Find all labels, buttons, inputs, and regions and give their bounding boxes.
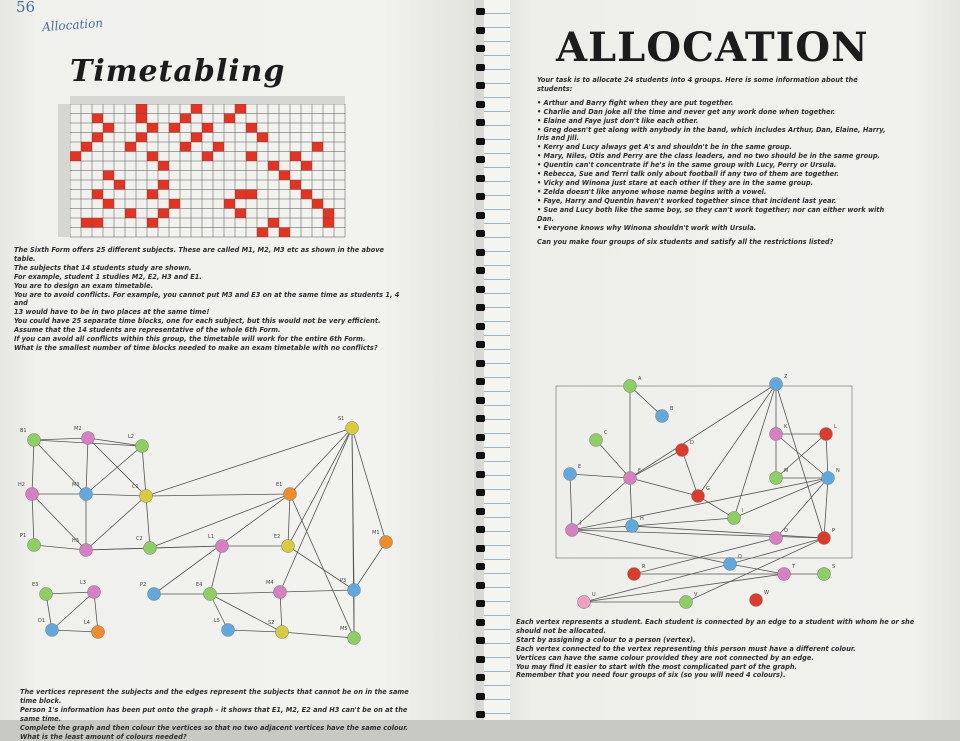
graph-vertex [222, 624, 235, 637]
grid-cell-filled [136, 114, 147, 124]
grid-cell-filled [158, 209, 169, 219]
foot-line: Remember that you need four groups of six (so you will need 4 colours). [516, 671, 786, 680]
graph-edge [146, 494, 290, 496]
vertex-label: M5 [340, 626, 348, 632]
graph-edge [210, 546, 222, 594]
vertex-label: M [784, 468, 789, 474]
binding-ring [476, 304, 485, 311]
grid-cell-filled [147, 190, 158, 200]
binding-ring [476, 341, 485, 348]
grid-cell-filled [224, 114, 235, 124]
grid-cell-filled [268, 161, 279, 171]
grid-cell-filled [312, 142, 323, 152]
vertex-label: B1 [20, 428, 27, 434]
grid-row-header [58, 104, 70, 237]
binding-ring [476, 397, 485, 404]
timetabling-footnote [20, 688, 410, 741]
vertex-label: L1 [208, 534, 214, 540]
desc-line: You are to avoid conflicts. For example, you cannot put M3 and E3 on at the same time as students 1, 4 and [14, 290, 400, 308]
grid-cell-filled [312, 199, 323, 209]
grid-cell-filled [323, 218, 334, 228]
grid-cell-filled [290, 180, 301, 190]
grid-cell-filled [301, 161, 312, 171]
graph-vertex [276, 626, 289, 639]
constraint-item: • Vicky and Winona just stare at each other if they are in the same group. [537, 178, 814, 187]
constraint-item: • Everyone knows why Winona shouldn't work with Ursula. [537, 223, 757, 232]
graph-vertex [380, 536, 393, 549]
graph-edge [354, 542, 386, 590]
vertex-label: M3 [72, 482, 80, 488]
desc-line: If you can avoid all conflicts within this group, the timetable will work for the entire 6th Form. [14, 335, 366, 344]
graph-vertex [144, 542, 157, 555]
constraint-item: • Arthur and Barry fight when they are put together. [537, 98, 734, 107]
vertex-label: J [580, 520, 582, 526]
vertex-label: L5 [214, 618, 220, 624]
grid-cell-filled [125, 209, 136, 219]
grid-cell-filled [257, 133, 268, 143]
desc-line: You are to design an exam timetable. [14, 281, 154, 290]
binding-ring [476, 267, 485, 274]
grid-cell-filled [114, 180, 125, 190]
graph-vertex [40, 588, 53, 601]
grid-cell-filled [235, 190, 246, 200]
graph-vertex [624, 380, 637, 393]
graph-vertex [80, 544, 93, 557]
vertex-label: D [690, 440, 694, 446]
binding-ring [476, 360, 485, 367]
grid-cell-filled [92, 133, 103, 143]
foot-line: Each vertex represents a student. Each student is connected by an edge to a student with whom he or she should not be allocated. [516, 618, 915, 635]
graph-edge [572, 530, 730, 564]
binding-ring [476, 508, 485, 515]
binding-ring [476, 693, 485, 700]
vertex-label: G [706, 486, 710, 492]
foot-line: The vertices represent the subjects and the edges represent the subjects that cannot be on in the same time block. [20, 688, 409, 705]
graph-vertex [346, 422, 359, 435]
graph-edge [146, 496, 150, 548]
binding-ring [476, 249, 485, 256]
graph-vertex [818, 568, 831, 581]
graph-vertex [822, 472, 835, 485]
constraint-item: • Mary, Niles, Otis and Perry are the class leaders, and no two should be in the same group. [537, 152, 881, 161]
graph-vertex [28, 539, 41, 552]
binding-ring [476, 378, 485, 385]
grid-cell-filled [180, 114, 191, 124]
graph-edge [630, 478, 632, 526]
graph-vertex [148, 588, 161, 601]
grid-cell-filled [147, 218, 158, 228]
foot-line: Person 1's information has been put onto the graph – it shows that E1, M2, E2 and H3 can't be on at the same time. [20, 705, 408, 723]
graph-vertex [676, 444, 689, 457]
vertex-label: E2 [274, 534, 281, 540]
grid-cell-filled [257, 228, 268, 238]
graph-vertex [820, 428, 833, 441]
grid-cell-filled [103, 123, 114, 133]
graph-edge [282, 632, 354, 638]
student-conflict-graph [486, 370, 960, 615]
binding-ring [476, 434, 485, 441]
grid-cell-filled [103, 199, 114, 209]
foot-line: Start by assigning a colour to a person (vertex). [516, 635, 696, 644]
foot-line: What is the least amount of colours needed? [20, 732, 187, 741]
graph-vertex [778, 568, 791, 581]
binding-ring [476, 286, 485, 293]
graph-vertex [88, 586, 101, 599]
graph-edge [584, 564, 730, 602]
allocation-title: ALLOCATION [556, 24, 869, 71]
graph-edge [210, 592, 280, 594]
vertex-label: O [784, 528, 788, 534]
graph-edge [86, 494, 146, 496]
graph-vertex [284, 488, 297, 501]
graph-vertex [590, 434, 603, 447]
foot-line: Each vertex connected to the vertex representing this person must have a different colour. [516, 644, 856, 653]
constraint-item: • Rebecca, Sue and Terri talk only about football if any two of them are together. [537, 170, 839, 179]
graph-vertex [274, 586, 287, 599]
binding-ring [476, 674, 485, 681]
grid-cell-filled [125, 142, 136, 152]
vertex-label: E1 [276, 482, 283, 488]
graph-vertex [770, 532, 783, 545]
vertex-label: V [694, 592, 698, 598]
desc-line: You could have 25 separate time blocks, one for each subject, but this would not be very efficient. [14, 317, 381, 326]
graph-edge [596, 440, 630, 478]
vertex-label: P3 [340, 578, 347, 584]
grid-cell-filled [169, 199, 180, 209]
graph-vertex [564, 468, 577, 481]
grid-cell-filled [191, 133, 202, 143]
grid-cell-filled [158, 161, 169, 171]
grid-cell-filled [147, 123, 158, 133]
graph-vertex [46, 624, 59, 637]
grid-cell-filled [202, 152, 213, 162]
graph-edge [630, 384, 776, 478]
graph-edge [776, 384, 824, 538]
graph-edge [734, 478, 828, 518]
binding-ring [476, 323, 485, 330]
vertex-label: L3 [80, 580, 86, 586]
vertex-label: B [670, 406, 674, 412]
grid-cell-filled [246, 152, 257, 162]
grid-cell-filled [268, 218, 279, 228]
vertex-label: E [578, 464, 582, 470]
graph-vertex [750, 594, 763, 607]
grid-cell-filled [92, 114, 103, 124]
grid-cell-filled [246, 123, 257, 133]
graph-edge [632, 526, 824, 538]
graph-vertex [140, 490, 153, 503]
graph-edge [630, 478, 698, 496]
desc-line: The Sixth Form offers 25 different subjects. These are called M1, M2, M3 etc as shown in the above table. [14, 246, 384, 263]
vertex-label: W [764, 590, 769, 596]
constraint-item: • Quentin can't concentrate if he's in the same group with Lucy, Perry or Ursula. [537, 161, 837, 170]
topic-note: Allocation [41, 15, 104, 35]
graph-edge [34, 438, 88, 440]
vertex-label: C1 [132, 484, 139, 490]
grid-cell-filled [81, 142, 92, 152]
binding-ring [476, 175, 485, 182]
grid-cell-filled [92, 218, 103, 228]
graph-vertex [216, 540, 229, 553]
vertex-label: C2 [136, 536, 143, 542]
graph-vertex [578, 596, 591, 609]
graph-edge [228, 630, 282, 632]
grid-cell-filled [279, 228, 290, 238]
graph-edge [290, 494, 354, 638]
graph-edge [682, 450, 698, 496]
binding-ring [476, 82, 485, 89]
graph-edge [32, 440, 34, 494]
graph-edge [210, 594, 282, 632]
binding-ring [476, 64, 485, 71]
graph-edge [280, 590, 354, 592]
binding-ring [476, 230, 485, 237]
grid-cell-filled [213, 142, 224, 152]
vertex-label: H3 [72, 538, 79, 544]
vertex-label: Q [738, 554, 742, 560]
intro-text: Your task is to allocate 24 students into 4 groups. Here is some information about the students: [537, 76, 858, 93]
vertex-label: A [638, 376, 642, 382]
binding-ring [476, 619, 485, 626]
graph-edge [352, 428, 386, 542]
binding-ring [476, 526, 485, 533]
binding-ring [476, 637, 485, 644]
graph-vertex [656, 410, 669, 423]
graph-vertex [28, 434, 41, 447]
grid-cell-filled [290, 152, 301, 162]
binding-ring [476, 156, 485, 163]
graph-vertex [692, 490, 705, 503]
binding-ring [476, 45, 485, 52]
graph-vertex [818, 532, 831, 545]
foot-line: Vertices can have the same colour provided they are not connected by an edge. [516, 653, 814, 662]
timetable-grid [58, 96, 350, 242]
binding-ring [476, 563, 485, 570]
vertex-label: S1 [338, 416, 345, 422]
graph-vertex [626, 520, 639, 533]
timetabling-title: Timetabling [70, 54, 286, 89]
grid-header [70, 96, 345, 104]
graph-vertex [136, 440, 149, 453]
constraint-item: • Elaine and Faye just don't like each other. [537, 116, 699, 125]
graph-boundary-edge [556, 386, 852, 558]
binding-ring [476, 193, 485, 200]
graph-edge [34, 545, 86, 550]
allocation-text [537, 76, 889, 247]
graph-vertex [566, 524, 579, 537]
graph-vertex [680, 596, 693, 609]
graph-vertex [624, 472, 637, 485]
grid-cell-filled [246, 190, 257, 200]
constraint-item: • Sue and Lucy both like the same boy, so they can't work together; nor can either work with Dan. [537, 205, 885, 223]
vertex-label: E3 [32, 582, 39, 588]
graph-edge [52, 630, 98, 632]
binding-ring [476, 212, 485, 219]
vertex-label: L2 [128, 434, 134, 440]
vertex-label: M1 [372, 530, 380, 536]
vertex-label: L4 [84, 620, 90, 626]
vertex-label: M2 [74, 426, 82, 432]
binding-ring [476, 711, 485, 718]
vertex-label: Z [784, 374, 788, 380]
grid-cell-filled [92, 190, 103, 200]
graph-edge [570, 474, 630, 478]
graph-vertex [92, 626, 105, 639]
graph-vertex [770, 378, 783, 391]
binding-ring [476, 8, 485, 15]
grid-cell-filled [147, 152, 158, 162]
vertex-label: P2 [140, 582, 147, 588]
question-text: Can you make four groups of six students and satisfy all the restrictions listed? [537, 238, 834, 247]
vertex-label: C [604, 430, 608, 436]
graph-vertex [282, 540, 295, 553]
grid-cell-filled [103, 171, 114, 181]
graph-vertex [770, 472, 783, 485]
binding-ring [476, 101, 485, 108]
graph-edge [280, 428, 352, 592]
vertex-label: D1 [38, 618, 46, 624]
vertex-label: M4 [266, 580, 274, 586]
page-number: 56 [16, 0, 36, 16]
binding-ring [476, 119, 485, 126]
grid-cell-filled [136, 133, 147, 143]
graph-vertex [82, 432, 95, 445]
binding-ring [476, 545, 485, 552]
grid-cell-filled [169, 123, 180, 133]
graph-vertex [628, 568, 641, 581]
binding-ring [476, 415, 485, 422]
graph-edge [570, 474, 572, 530]
timetabling-description [14, 246, 406, 353]
binding-ring [476, 138, 485, 145]
vertex-label: F [638, 468, 641, 474]
vertex-label: T [792, 564, 796, 570]
vertex-label: H [640, 516, 644, 522]
vertex-label: I [742, 508, 744, 514]
grid-cell-filled [136, 104, 147, 114]
graph-edge [288, 494, 290, 546]
grid-cell-filled [81, 218, 92, 228]
grid-cell-filled [180, 142, 191, 152]
binding-ring [476, 656, 485, 663]
graph-vertex [80, 488, 93, 501]
graph-edge [142, 446, 146, 496]
graph-edge [32, 494, 34, 545]
vertex-label: E4 [196, 582, 203, 588]
vertex-label: U [592, 592, 596, 598]
binding-ring [476, 27, 485, 34]
grid-cell-filled [224, 199, 235, 209]
grid-cell-filled [202, 123, 213, 133]
vertex-label: S2 [268, 620, 275, 626]
binding-ring [476, 582, 485, 589]
grid-cell-filled [323, 209, 334, 219]
grid-cell-filled [235, 209, 246, 219]
grid-cell-filled [158, 180, 169, 190]
constraint-item: • Kerry and Lucy always get A's and shouldn't be in the same group. [537, 143, 792, 152]
foot-line: You may find it easier to start with the most complicated part of the graph. [516, 662, 798, 671]
constraint-item: • Greg doesn't get along with anybody in the band, which includes Arthur, Dan, Elaine, Harry, Iris and Jill. [537, 125, 886, 143]
desc-line: For example, student 1 studies M2, E2, H3 and E1. [14, 272, 202, 281]
graph-edge [46, 592, 94, 594]
graph-vertex [348, 632, 361, 645]
desc-line: 13 would have to be in two places at the same time! [14, 308, 210, 317]
constraint-item: • Zelda doesn't like anyone whose name begins with a vowel. [537, 187, 767, 196]
graph-vertex [348, 584, 361, 597]
grid-cell-filled [70, 152, 81, 162]
graph-vertex [204, 588, 217, 601]
foot-line: Complete the graph and then colour the vertices so that no two adjacent vertices have the same colour. [20, 723, 409, 732]
graph-vertex [724, 558, 737, 571]
graph-vertex [770, 428, 783, 441]
vertex-label: P [832, 528, 836, 534]
grid-cell-filled [279, 171, 290, 181]
vertex-label: R [642, 564, 646, 570]
binding-ring [476, 471, 485, 478]
desc-line: Assume that the 14 students are representative of the whole 6th Form. [14, 326, 281, 335]
vertex-label: K [784, 424, 788, 430]
subject-conflict-graph [0, 410, 474, 650]
binding-ring [476, 600, 485, 607]
constraint-item: • Faye, Harry and Quentin haven't worked together since that incident last year. [537, 196, 837, 205]
vertex-label: L [834, 424, 837, 430]
graph-edge [632, 518, 734, 526]
binding-ring [476, 452, 485, 459]
graph-edge [824, 478, 828, 538]
desc-line: The subjects that 14 students study are shown. [14, 263, 192, 272]
vertex-label: P1 [20, 533, 27, 539]
vertex-label: H2 [18, 482, 25, 488]
graph-edge [698, 384, 776, 496]
graph-vertex [728, 512, 741, 525]
allocation-footnote [516, 618, 916, 680]
grid-cell-filled [191, 104, 202, 114]
desc-line: What is the smallest number of time blocks needed to make an exam timetable with no conflicts? [14, 343, 378, 352]
grid-cell-filled [301, 190, 312, 200]
grid-cell-filled [235, 104, 246, 114]
vertex-label: S [832, 564, 836, 570]
graph-edge [734, 384, 776, 518]
constraint-item: • Charlie and Dan joke all the time and never get any work done when together. [537, 107, 836, 116]
graph-vertex [26, 488, 39, 501]
vertex-label: N [836, 468, 840, 474]
binding-ring [476, 489, 485, 496]
constraints-list [537, 99, 889, 233]
graph-edge [86, 438, 88, 494]
